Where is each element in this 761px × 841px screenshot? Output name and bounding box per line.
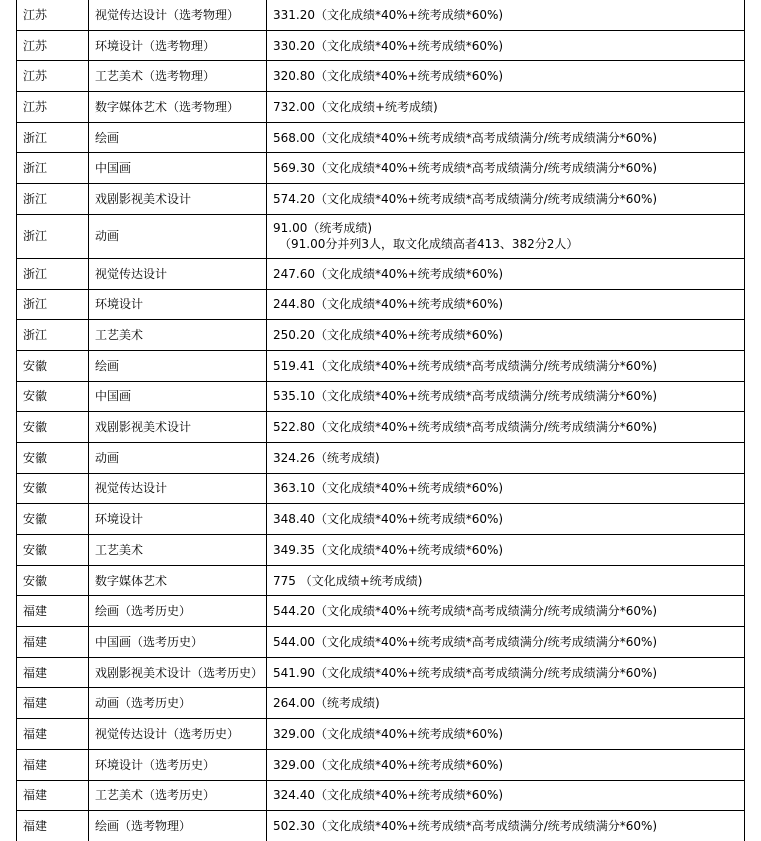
table-row	[17, 381, 745, 412]
province-cell: 福建	[17, 719, 89, 750]
major-cell: 视觉传达设计	[89, 258, 267, 289]
score-cell: 775 （文化成绩+统考成绩)	[267, 565, 745, 596]
province-cell: 浙江	[17, 258, 89, 289]
province-cell: 江苏	[17, 92, 89, 123]
score-cell: 348.40（文化成绩*40%+统考成绩*60%)	[267, 504, 745, 535]
table-row	[17, 565, 745, 596]
province-cell: 浙江	[17, 184, 89, 215]
province-cell: 浙江	[17, 320, 89, 351]
major-cell: 工艺美术（选考历史）	[89, 780, 267, 811]
score-cell: 569.30（文化成绩*40%+统考成绩*高考成绩满分/统考成绩满分*60%)	[267, 153, 745, 184]
major-cell: 绘画	[89, 122, 267, 153]
province-cell: 福建	[17, 596, 89, 627]
score-cell: 329.00（文化成绩*40%+统考成绩*60%)	[267, 719, 745, 750]
province-cell: 江苏	[17, 30, 89, 61]
score-cell: 574.20（文化成绩*40%+统考成绩*高考成绩满分/统考成绩满分*60%)	[267, 184, 745, 215]
table-row	[17, 811, 745, 841]
major-cell: 绘画（选考历史）	[89, 596, 267, 627]
table-row	[17, 0, 745, 30]
score-cell: 544.20（文化成绩*40%+统考成绩*高考成绩满分/统考成绩满分*60%)	[267, 596, 745, 627]
major-cell: 数字媒体艺术	[89, 565, 267, 596]
province-cell: 福建	[17, 627, 89, 658]
major-cell: 工艺美术（选考物理）	[89, 61, 267, 92]
table-row	[17, 214, 745, 258]
score-cell: 247.60（文化成绩*40%+统考成绩*60%)	[267, 258, 745, 289]
table-row	[17, 504, 745, 535]
score-cell	[267, 214, 745, 258]
major-cell: 环境设计	[89, 504, 267, 535]
major-cell: 戏剧影视美术设计	[89, 184, 267, 215]
major-cell: 中国画（选考历史）	[89, 627, 267, 658]
province-cell: 江苏	[17, 61, 89, 92]
province-cell: 安徽	[17, 412, 89, 443]
province-cell: 福建	[17, 657, 89, 688]
table-row	[17, 412, 745, 443]
admission-score-table	[16, 0, 745, 841]
score-value: 91.00（统考成绩)	[273, 221, 373, 236]
table-row	[17, 749, 745, 780]
province-cell: 安徽	[17, 535, 89, 566]
major-cell: 动画（选考历史）	[89, 688, 267, 719]
table-row	[17, 258, 745, 289]
table-row	[17, 688, 745, 719]
province-cell: 江苏	[17, 0, 89, 30]
score-cell: 519.41（文化成绩*40%+统考成绩*高考成绩满分/统考成绩满分*60%)	[267, 350, 745, 381]
table-row	[17, 61, 745, 92]
table-row	[17, 473, 745, 504]
table-row	[17, 596, 745, 627]
table-row	[17, 320, 745, 351]
score-cell: 568.00（文化成绩*40%+统考成绩*高考成绩满分/统考成绩满分*60%)	[267, 122, 745, 153]
major-cell: 工艺美术	[89, 320, 267, 351]
table-row	[17, 780, 745, 811]
province-cell: 福建	[17, 811, 89, 841]
score-cell: 349.35（文化成绩*40%+统考成绩*60%)	[267, 535, 745, 566]
score-cell: 544.00（文化成绩*40%+统考成绩*高考成绩满分/统考成绩满分*60%)	[267, 627, 745, 658]
score-cell: 331.20（文化成绩*40%+统考成绩*60%)	[267, 0, 745, 30]
score-cell: 244.80（文化成绩*40%+统考成绩*60%)	[267, 289, 745, 320]
major-cell: 环境设计（选考历史）	[89, 749, 267, 780]
province-cell: 浙江	[17, 214, 89, 258]
table-body	[17, 0, 745, 841]
score-cell: 329.00（文化成绩*40%+统考成绩*60%)	[267, 749, 745, 780]
province-cell: 浙江	[17, 153, 89, 184]
table-row	[17, 289, 745, 320]
province-cell: 安徽	[17, 442, 89, 473]
province-cell: 安徽	[17, 473, 89, 504]
province-cell: 浙江	[17, 289, 89, 320]
table-row	[17, 30, 745, 61]
province-cell: 福建	[17, 688, 89, 719]
major-cell: 动画	[89, 442, 267, 473]
table-row	[17, 92, 745, 123]
score-cell: 363.10（文化成绩*40%+统考成绩*60%)	[267, 473, 745, 504]
major-cell: 绘画	[89, 350, 267, 381]
major-cell: 环境设计	[89, 289, 267, 320]
province-cell: 安徽	[17, 350, 89, 381]
score-cell: 535.10（文化成绩*40%+统考成绩*高考成绩满分/统考成绩满分*60%)	[267, 381, 745, 412]
table-row	[17, 122, 745, 153]
score-cell: 324.26（统考成绩)	[267, 442, 745, 473]
major-cell: 动画	[89, 214, 267, 258]
major-cell: 中国画	[89, 381, 267, 412]
province-cell: 安徽	[17, 504, 89, 535]
province-cell: 福建	[17, 780, 89, 811]
table-row	[17, 184, 745, 215]
score-cell: 320.80（文化成绩*40%+统考成绩*60%)	[267, 61, 745, 92]
score-cell: 732.00（文化成绩+统考成绩)	[267, 92, 745, 123]
major-cell: 绘画（选考物理）	[89, 811, 267, 841]
score-cell: 324.40（文化成绩*40%+统考成绩*60%)	[267, 780, 745, 811]
score-cell: 541.90（文化成绩*40%+统考成绩*高考成绩满分/统考成绩满分*60%)	[267, 657, 745, 688]
province-cell: 浙江	[17, 122, 89, 153]
major-cell: 环境设计（选考物理）	[89, 30, 267, 61]
major-cell: 戏剧影视美术设计（选考历史）	[89, 657, 267, 688]
score-cell: 502.30（文化成绩*40%+统考成绩*高考成绩满分/统考成绩满分*60%)	[267, 811, 745, 841]
major-cell: 视觉传达设计（选考物理）	[89, 0, 267, 30]
major-cell: 戏剧影视美术设计	[89, 412, 267, 443]
score-cell: 264.00（统考成绩)	[267, 688, 745, 719]
province-cell: 福建	[17, 749, 89, 780]
table-row	[17, 535, 745, 566]
major-cell: 数字媒体艺术（选考物理）	[89, 92, 267, 123]
table-row	[17, 627, 745, 658]
table-row	[17, 153, 745, 184]
major-cell: 视觉传达设计	[89, 473, 267, 504]
major-cell: 视觉传达设计（选考历史）	[89, 719, 267, 750]
score-cell: 330.20（文化成绩*40%+统考成绩*60%)	[267, 30, 745, 61]
table-row	[17, 350, 745, 381]
score-cell: 522.80（文化成绩*40%+统考成绩*高考成绩满分/统考成绩满分*60%)	[267, 412, 745, 443]
table-row	[17, 719, 745, 750]
province-cell: 安徽	[17, 565, 89, 596]
score-cell: 250.20（文化成绩*40%+统考成绩*60%)	[267, 320, 745, 351]
score-note: （91.00分并列3人，取文化成绩高者413、382分2人）	[279, 237, 579, 252]
table-row	[17, 657, 745, 688]
major-cell: 中国画	[89, 153, 267, 184]
province-cell: 安徽	[17, 381, 89, 412]
major-cell: 工艺美术	[89, 535, 267, 566]
table-row	[17, 442, 745, 473]
